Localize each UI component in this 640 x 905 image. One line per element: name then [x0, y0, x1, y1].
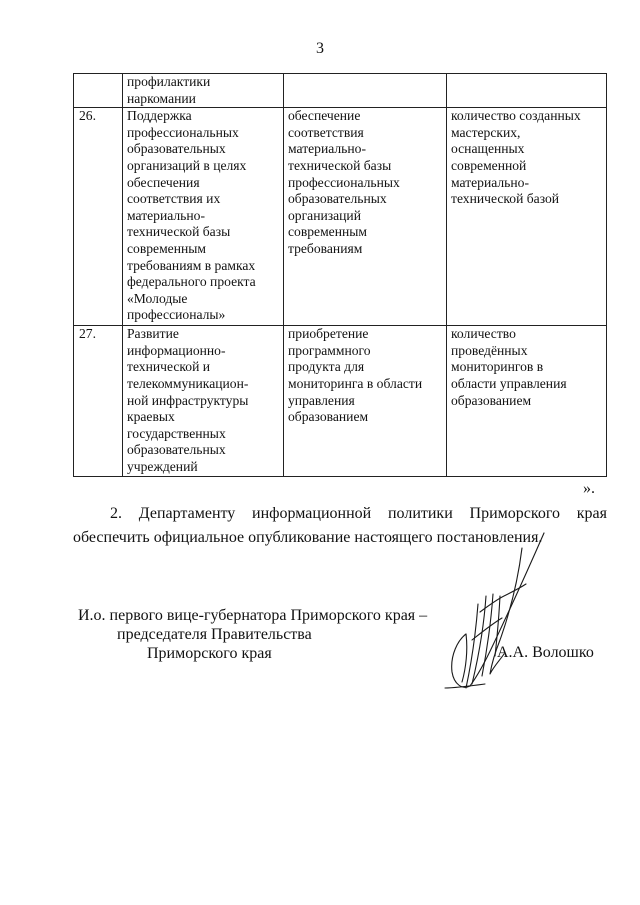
event-cell: Поддержка профессиональных образовательных организаций в целях обеспечения соответствия их материально- технической базы современным требованиям в рамках федерального проекта «Молодые профессионалы» [123, 108, 284, 326]
indicator-cell: количество созданных мастерских, оснащенных современной материально- технической базой [447, 108, 607, 326]
signer-name: А.А. Волошко [497, 644, 594, 661]
paragraph-line-2: обеспечить официальное опубликование настоящего постановления. [73, 529, 543, 546]
page-number: 3 [316, 40, 324, 57]
row-number: 26. [74, 108, 123, 326]
event-cell: Развитие информационно- технической и телекоммуникацион- ной инфраструктуры краевых государственных образовательных учреждений [123, 326, 284, 476]
signer-title-line-1: И.о. первого вице-губернатора Приморского края – [78, 607, 428, 624]
closing-quote: ». [583, 480, 595, 497]
paragraph-line-1: 2. Департаменту информационной политики Приморского края [110, 505, 607, 522]
indicator-cell: количество проведённых мониторингов в области управления образованием [447, 326, 607, 476]
signer-title-line-2: председателя Правительства [117, 626, 312, 643]
goal-cell: приобретение программного продукта для мониторинга в области управления образованием [284, 326, 447, 476]
event-cell: профилактики наркомании [123, 74, 284, 108]
row-number: 27. [74, 326, 123, 476]
goal-cell: обеспечение соответствия материально- технической базы профессиональных образовательных организаций современным требованиям [284, 108, 447, 326]
signer-title-line-3: Приморского края [147, 645, 272, 662]
